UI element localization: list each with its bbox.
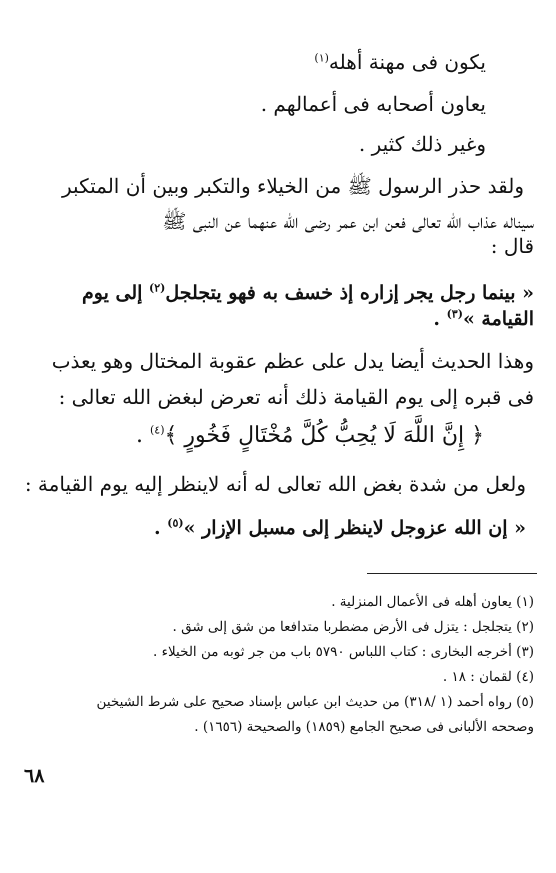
quran-verse-text: ﴿ إِنَّ اللَّهَ لَا يُحِبُّ كُلَّ مُخْتَالٍ فَخُورٍ ﴾ <box>164 423 484 448</box>
page-number: ٦٨ <box>24 765 45 787</box>
hadith-1-line-1 <box>82 279 534 307</box>
footnote-ref-1: (١) <box>314 51 329 65</box>
body-line-11: ولعل من شدة بغض الله تعالى له أنه لاينظر إليه يوم القيامة : <box>24 472 526 496</box>
footnote-ref-2: (٢) <box>149 281 166 295</box>
body-line-9: فى قبره إلى يوم القيامة ذلك أنه تعرض لبغض الله تعالى : <box>58 385 534 409</box>
hadith-2 <box>154 514 526 542</box>
hadith-2-period: . <box>153 517 161 539</box>
body-line-1 <box>314 48 486 76</box>
footnote-separator <box>367 573 537 574</box>
footnote-ref-4: (٤) <box>149 423 165 437</box>
hadith-1-text-a: « بينما رجل يجر إزاره إذ خسف به فهو يتجلجل <box>165 282 534 304</box>
footnote-2: (٢) يتجلجل : يتزل فى الأرض مضطربا متدافعا من شق إلى شق . <box>172 619 534 635</box>
hadith-1-period: . <box>433 308 440 330</box>
footnote-ref-3: (٣) <box>446 307 463 321</box>
body-line-5: سيناله عذاب الله تعالى فعن ابن عمر رضى الله عنهما عن النبى ﷺ <box>162 209 534 233</box>
footnote-5-line-1: (٥) رواه أحمد (١ /٣١٨) من حديث ابن عباس بإسناد صحيح على شرط الشيخين <box>96 694 534 710</box>
hadith-1-text-b: إلى يوم <box>82 282 143 304</box>
body-line-8: وهذا الحديث أيضا يدل على عظم عقوبة المختال وهو يعذب <box>51 349 534 373</box>
footnote-5-line-2: وصححه الألبانى فى صحيح الجامع (١٨٥٩) والصحيحة (١٦٥٦) . <box>194 719 534 735</box>
body-line-6: قال : <box>490 234 534 258</box>
quran-verse-period: . <box>135 423 143 448</box>
quran-verse <box>136 422 484 450</box>
hadith-1-text-c: القيامة » <box>462 308 534 330</box>
body-line-3: وغير ذلك كثير . <box>358 132 486 156</box>
hadith-1-line-2 <box>433 305 534 333</box>
footnote-1: (١) يعاون أهله فى الأعمال المنزلية . <box>331 594 534 610</box>
footnote-ref-5: (٥) <box>167 516 184 530</box>
body-line-4: ولقد حذر الرسول ﷺ من الخيلاء والتكبر وبين أن المتكبر <box>62 174 524 198</box>
footnote-3: (٣) أخرجه البخارى : كتاب اللباس ٥٧٩٠ باب من جر ثوبه من الخيلاء . <box>153 644 534 660</box>
footnote-4: (٤) لقمان : ١٨ . <box>442 669 534 685</box>
hadith-2-text: « إن الله عزوجل لاينظر إلى مسبل الإزار » <box>183 517 526 539</box>
body-line-2: يعاون أصحابه فى أعمالهم . <box>260 92 486 116</box>
body-line-1-text: يكون فى مهنة أهله <box>328 50 486 74</box>
